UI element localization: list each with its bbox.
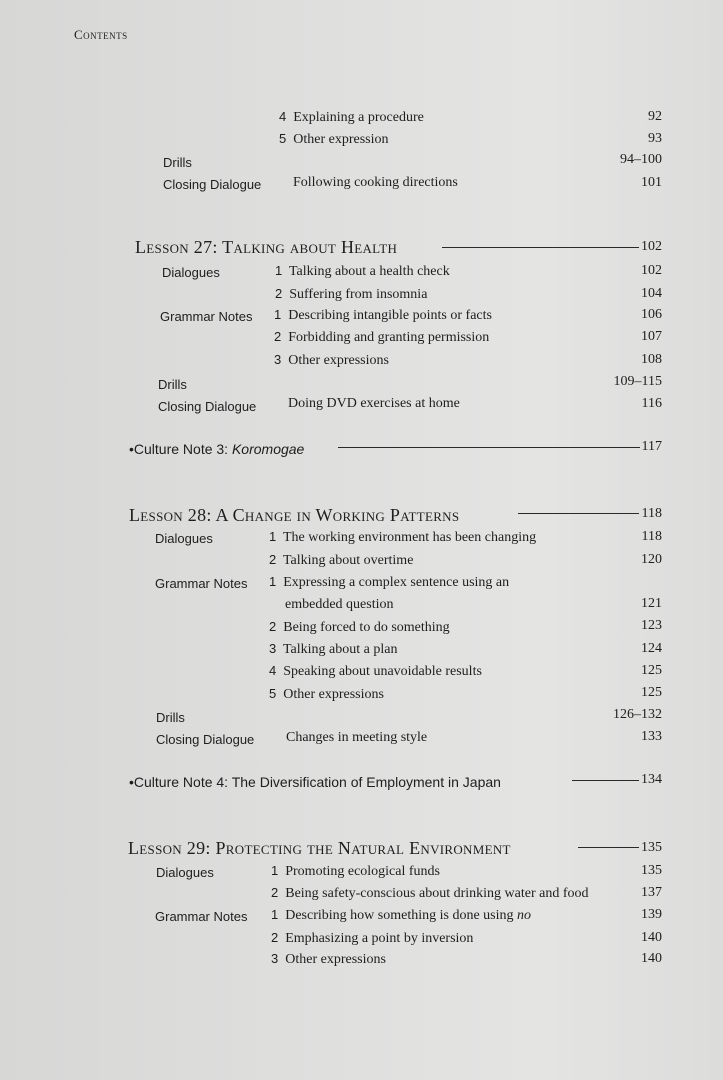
- entry-text: The working environment has been changing: [282, 530, 537, 545]
- dialogues-label: Dialogues: [156, 865, 214, 880]
- page-number: 126–132: [613, 707, 662, 722]
- leader-rule: [518, 513, 639, 514]
- leader-rule: [578, 847, 639, 848]
- toc-entry: [269, 662, 482, 681]
- page-number: 94–100: [620, 152, 662, 167]
- entry-text: Talking about overtime: [282, 553, 414, 568]
- page-number: 118: [641, 529, 662, 544]
- page-number: 109–115: [613, 374, 662, 389]
- page-number: 134: [641, 772, 662, 787]
- page-number: 137: [641, 885, 662, 900]
- page-number: 118: [641, 506, 662, 521]
- page-number: 116: [641, 396, 662, 411]
- entry-text: Speaking about unavoidable results: [283, 664, 482, 679]
- toc-entry: [269, 685, 384, 704]
- page-number: 106: [641, 307, 662, 322]
- entry-text: Talking about a health check: [288, 264, 450, 279]
- page-number: 123: [641, 618, 662, 633]
- toc-entry: [269, 573, 509, 592]
- entry-text: Other expressions: [288, 353, 389, 368]
- toc-entry: [269, 618, 450, 637]
- lesson-29-title: Lesson 29: Protecting the Natural Environment: [128, 838, 511, 858]
- page-number: 121: [641, 596, 662, 611]
- lesson-27-title: Lesson 27: Talking about Health: [135, 237, 398, 257]
- leader-rule: [338, 447, 640, 448]
- entry-text: Forbidding and granting permission: [288, 330, 490, 345]
- page-number: 104: [641, 286, 662, 301]
- drills-label: Drills: [158, 377, 187, 392]
- leader-rule: [442, 247, 639, 248]
- page-number: 117: [641, 439, 662, 454]
- page-number: 107: [641, 329, 662, 344]
- entry-number: 3: [271, 951, 279, 966]
- dialogues-label: Dialogues: [155, 531, 213, 546]
- lesson-28-title: Lesson 28: A Change in Working Patterns: [129, 505, 460, 525]
- entry-text-continued: embedded question: [285, 597, 394, 612]
- entry-text: Being safety-conscious about drinking water and food: [285, 886, 589, 901]
- entry-text: Expressing a complex sentence using an: [283, 575, 510, 590]
- entry-text: Explaining a procedure: [293, 110, 424, 125]
- toc-entry: [271, 862, 440, 881]
- closing-dialogue-label: Closing Dialogue: [158, 399, 257, 414]
- page-number: 139: [641, 907, 662, 922]
- page-number: 93: [648, 131, 662, 146]
- entry-number: 2: [269, 619, 277, 634]
- entry-number: 1: [271, 907, 279, 922]
- culture-note-3: [129, 440, 304, 458]
- toc-entry: [279, 108, 424, 127]
- drills-label: Drills: [163, 155, 192, 170]
- entry-text: Changes in meeting style: [286, 730, 428, 745]
- page-number: 101: [641, 175, 662, 190]
- page-number: 125: [641, 685, 662, 700]
- entry-number: 2: [271, 930, 279, 945]
- toc-entry: [279, 130, 389, 149]
- entry-text: Other expression: [293, 132, 389, 147]
- toc-entry: [275, 262, 450, 281]
- page-number: 135: [641, 863, 662, 878]
- toc-entry: [274, 306, 492, 325]
- page-number: 125: [641, 663, 662, 678]
- page-number: 140: [641, 951, 662, 966]
- closing-dialogue-label: Closing Dialogue: [163, 177, 262, 192]
- page-number: 102: [641, 239, 662, 254]
- entry-text: Describing how something is done using: [285, 908, 517, 923]
- toc-entry: [269, 551, 413, 570]
- page-number: 108: [641, 352, 662, 367]
- entry-number: 2: [269, 552, 277, 567]
- culture-note-prefix: •Culture Note 3:: [129, 441, 232, 457]
- entry-text: Emphasizing a point by inversion: [285, 931, 474, 946]
- toc-entry: [274, 351, 389, 370]
- entry-text: Following cooking directions: [293, 175, 458, 190]
- grammar-notes-label: Grammar Notes: [160, 309, 253, 324]
- entry-number: 5: [269, 686, 277, 701]
- page-number: 92: [648, 109, 662, 124]
- leader-rule: [572, 780, 639, 781]
- page-number: 120: [641, 552, 662, 567]
- entry-number: 2: [271, 885, 279, 900]
- toc-entry: [271, 884, 589, 903]
- toc-entry: [271, 929, 473, 948]
- entry-number: 2: [274, 329, 282, 344]
- culture-note-title: Koromogae: [231, 441, 305, 457]
- entry-text: Doing DVD exercises at home: [288, 396, 460, 411]
- entry-text: Promoting ecological funds: [285, 864, 440, 879]
- page-number: 135: [641, 840, 662, 855]
- dialogues-label: Dialogues: [162, 265, 220, 280]
- toc-entry: [275, 285, 427, 304]
- page-number: 133: [641, 729, 662, 744]
- grammar-notes-label: Grammar Notes: [155, 576, 248, 591]
- toc-entry: [274, 328, 489, 347]
- page-number: 102: [641, 263, 662, 278]
- drills-label: Drills: [156, 710, 185, 725]
- entry-text: Being forced to do something: [283, 620, 450, 635]
- toc-entry: [269, 528, 536, 547]
- entry-number: 1: [269, 529, 277, 544]
- entry-text: Suffering from insomnia: [289, 287, 428, 302]
- toc-entry: [271, 950, 386, 969]
- entry-text-italic: no: [517, 908, 531, 923]
- entry-number: 5: [279, 131, 287, 146]
- entry-number: 1: [274, 307, 282, 322]
- culture-note-4: •Culture Note 4: The Diversification of Employment in Japan: [129, 774, 501, 790]
- toc-entry: [271, 906, 531, 925]
- toc-entry: [269, 640, 397, 659]
- entry-text: Other expressions: [285, 952, 386, 967]
- entry-number: 1: [269, 574, 277, 589]
- entry-text: Talking about a plan: [282, 642, 398, 657]
- entry-text: Other expressions: [283, 687, 384, 702]
- entry-number: 2: [275, 286, 283, 301]
- closing-dialogue-label: Closing Dialogue: [156, 732, 255, 747]
- grammar-notes-label: Grammar Notes: [155, 909, 248, 924]
- entry-number: 4: [269, 663, 277, 678]
- entry-number: 3: [269, 641, 277, 656]
- entry-number: 4: [279, 109, 287, 124]
- entry-number: 1: [271, 863, 279, 878]
- page-header: Contents: [74, 27, 128, 42]
- page-number: 124: [641, 641, 662, 656]
- page-number: 140: [641, 930, 662, 945]
- entry-number: 3: [274, 352, 282, 367]
- entry-number: 1: [275, 263, 283, 278]
- entry-text: Describing intangible points or facts: [288, 308, 492, 323]
